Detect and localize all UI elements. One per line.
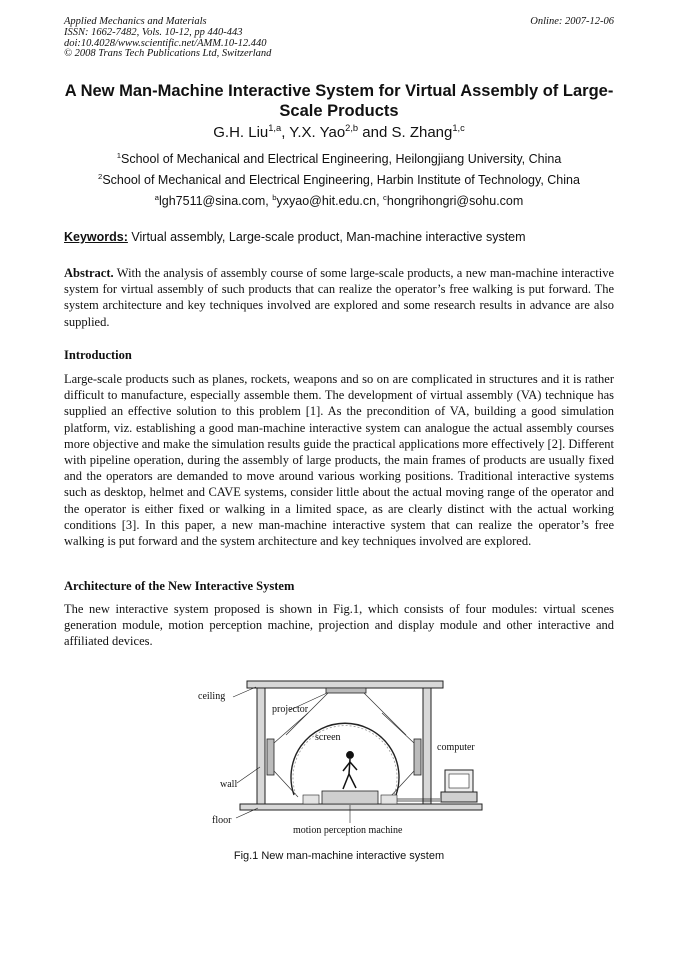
projector-left bbox=[267, 739, 274, 775]
author-3: S. Zhang bbox=[391, 124, 453, 141]
label-projector: projector bbox=[272, 704, 309, 715]
email-b-sup: b bbox=[272, 192, 277, 202]
copyright-line: © 2008 Trans Tech Publications Ltd, Switzerland bbox=[64, 48, 272, 60]
introduction-heading: Introduction bbox=[64, 348, 132, 362]
affiliation-1-text: School of Mechanical and Electrical Engineering, Heilongjiang University, China bbox=[121, 152, 562, 166]
doi-line: doi:10.4028/www.scientific.net/AMM.10-12.440 bbox=[64, 37, 267, 49]
author-and: and bbox=[362, 124, 388, 141]
email-line bbox=[64, 194, 614, 208]
architecture-text: The new interactive system proposed is shown in Fig.1, which consists of four modules: virtual scenes generation module, motion perception machine, projection and display module and other interactive and affiliated devices. bbox=[64, 602, 614, 649]
ceiling-beam bbox=[247, 681, 443, 688]
author-line: G.H. Liu$^{1,a}$, Y.X. Yao$^{2,b}$ and S. Zhang$^{1,c}$ bbox=[213, 123, 465, 141]
operator-figure bbox=[343, 752, 357, 789]
affiliation-1 bbox=[64, 152, 614, 166]
email-a-sup: a bbox=[154, 192, 159, 202]
label-floor: floor bbox=[212, 815, 232, 826]
email-c[interactable]: hongrihongri@sohu.com bbox=[386, 194, 524, 208]
introduction-text: Large-scale products such as planes, rockets, weapons and so on are complicated in structures and it is rather difficult to manufacture, especially assemble them. The development of virtual assembly (VA) technique has supplied an effective solution to this problem [1]. As the precondition of VA, building a good simulation platform, viz. establishing a good man-machine interactive system can analogue the actual assembly courses more objective and make the simulation results guide the practical applications more effectively [2]. Different with pipeline operation, during the assembly of large products, the main frames of products are usually fixed and the operators are demanded to move around various working positions. Traditional interactive systems such as desktop, helmet and CAVE systems, consider little about the actual moving range of the operator and the operator is either fixed or walking in a limited space, as are clearly distinct with the actual working conditions [3]. In this paper, a new man-machine interactive system that can realize the operator’s free walking is put forward and the system architecture and key techniques involved are explored. bbox=[64, 372, 614, 549]
email-b[interactable]: yxyao@hit.edu.cn, bbox=[276, 194, 380, 208]
affiliation-1-sup: 1 bbox=[116, 150, 121, 160]
label-screen: screen bbox=[315, 732, 341, 743]
email-c-sup: c bbox=[383, 192, 387, 202]
paper-title: A New Man-Machine Interactive System for Virtual Assembly of Large-Scale Products bbox=[64, 82, 614, 120]
label-computer: computer bbox=[437, 742, 475, 753]
keywords bbox=[64, 230, 526, 244]
issn-line: ISSN: 1662-7482, Vols. 10-12, pp 440-443 bbox=[64, 26, 243, 38]
keywords-label: Keywords: bbox=[64, 230, 128, 244]
affiliation-2-text: School of Mechanical and Electrical Engineering, Harbin Institute of Technology, China bbox=[102, 173, 580, 187]
label-ceiling: ceiling bbox=[198, 691, 226, 702]
journal-name: Applied Mechanics and Materials bbox=[64, 16, 207, 27]
email-a[interactable]: lgh7511@sina.com, bbox=[158, 194, 269, 208]
label-motion-perception-machine: motion perception machine bbox=[293, 825, 403, 836]
author-1-sup: 1,a bbox=[268, 123, 282, 133]
journal-header bbox=[64, 17, 271, 60]
left-wall bbox=[257, 688, 265, 805]
abstract-label: Abstract. bbox=[64, 266, 114, 280]
right-wall bbox=[423, 688, 431, 805]
author-1: G.H. Liu bbox=[213, 124, 269, 141]
floor-slab bbox=[240, 804, 482, 810]
label-wall: wall bbox=[220, 779, 238, 790]
author-2: Y.X. Yao bbox=[289, 124, 346, 141]
figure-1-diagram bbox=[190, 675, 490, 845]
figure-1-caption: Fig.1 New man-machine interactive system bbox=[233, 850, 445, 862]
projector-right bbox=[414, 739, 421, 775]
computer-icon bbox=[441, 770, 477, 802]
affiliation-2 bbox=[64, 173, 614, 187]
online-date: Online: 2007-12-06 bbox=[530, 16, 614, 27]
author-2-sup: 2,b bbox=[345, 123, 359, 133]
abstract bbox=[64, 265, 614, 330]
keywords-text: Virtual assembly, Large-scale product, Man-machine interactive system bbox=[131, 230, 526, 244]
abstract-text: With the analysis of assembly course of some large-scale products, a new man-machine interactive system for virtual assembly of such products that can realize the operator’s free walking is put forward. The system architecture and key techniques involved are explored and some research results in advance are also supplied. bbox=[64, 266, 615, 329]
architecture-heading: Architecture of the New Interactive System bbox=[64, 579, 295, 593]
affiliation-2-sup: 2 bbox=[98, 171, 103, 181]
projector-top bbox=[326, 688, 366, 693]
motion-platform bbox=[322, 791, 378, 804]
author-3-sup: 1,c bbox=[452, 123, 465, 133]
